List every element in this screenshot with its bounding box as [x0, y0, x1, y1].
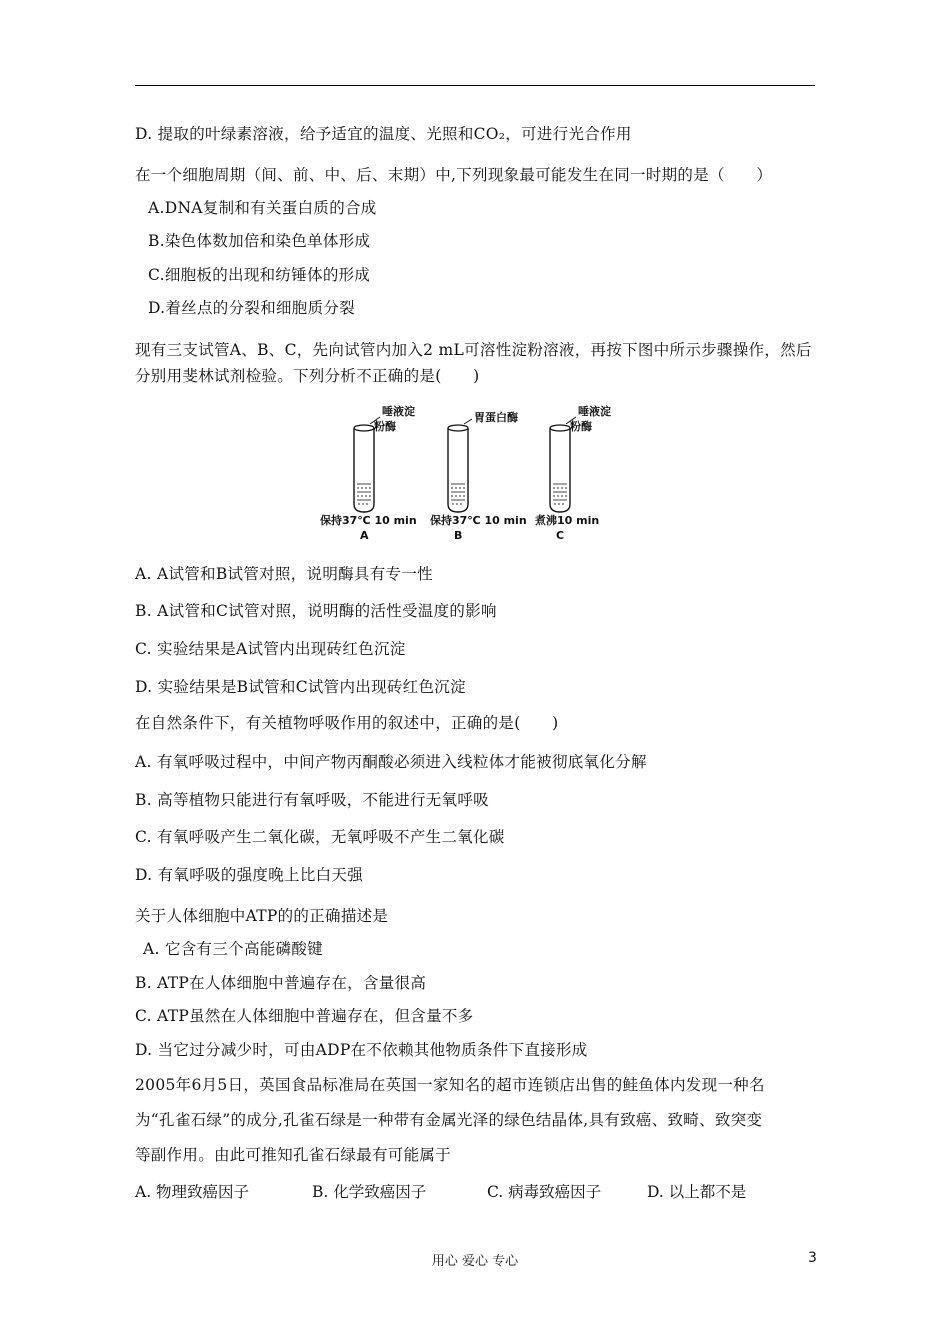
tube-a — [320, 404, 417, 542]
option-d: D. 有氧呼吸的强度晚上比白天强 — [135, 866, 364, 884]
test-tube-figure — [320, 398, 630, 548]
question-atp: 关于人体细胞中ATP的的正确描述是 — [135, 907, 389, 925]
question-test-tubes-line2: 分别用斐林试剂检验。下列分析不正确的是( ) — [135, 367, 480, 385]
question-cell-cycle: 在一个细胞周期（间、前、中、后、末期）中,下列现象最可能发生在同一时期的是（ ） — [135, 166, 773, 184]
option-a: A. 物理致癌因子 — [135, 1183, 250, 1201]
option-a: A.DNA复制和有关蛋白质的合成 — [148, 199, 377, 217]
tube-b-letter: B — [454, 529, 463, 542]
option-c: C. ATP虽然在人体细胞中普遍存在，但含量不多 — [135, 1007, 474, 1025]
option-c: C. 病毒致癌因子 — [487, 1183, 602, 1201]
option-d: D. 当它过分减少时，可由ADP在不依赖其他物质条件下直接形成 — [135, 1041, 588, 1059]
question-test-tubes-line1: 现有三支试管A、B、C，先向试管内加入2 mL可溶性淀粉溶液，再按下图中所示步骤操作，然后 — [135, 341, 812, 359]
tube-b-condition: 保持37℃ 10 min — [430, 514, 527, 527]
tube-a-label-2: 粉酶 — [374, 420, 396, 433]
tube-c-label-2: 粉酶 — [570, 420, 592, 433]
option-d: D. 实验结果是B试管和C试管内出现砖红色沉淀 — [135, 678, 466, 696]
option-c: C. 有氧呼吸产生二氧化碳，无氧呼吸不产生二氧化碳 — [135, 828, 505, 846]
option-b: B. A试管和C试管对照，说明酶的活性受温度的影响 — [135, 602, 497, 620]
question-malachite-line1: 2005年6月5日，英国食品标准局在英国一家知名的超市连锁店出售的鲑鱼体内发现一种名 — [135, 1076, 765, 1094]
tube-c — [535, 404, 611, 542]
tube-a-label-1: 唾液淀 — [382, 405, 415, 418]
option-a: A. 有氧呼吸过程中，中间产物丙酮酸必须进入线粒体才能被彻底氧化分解 — [135, 753, 647, 771]
option-b: B.染色体数加倍和染色单体形成 — [148, 232, 371, 250]
header-rule — [135, 85, 815, 86]
option-d: D. 以上都不是 — [647, 1183, 747, 1201]
option-b: B. ATP在人体细胞中普遍存在，含量很高 — [135, 974, 427, 992]
option-b: B. 化学致癌因子 — [312, 1183, 427, 1201]
tube-c-letter: C — [556, 529, 565, 542]
question-respiration: 在自然条件下，有关植物呼吸作用的叙述中，正确的是( ) — [135, 714, 559, 732]
page-number: 3 — [808, 1250, 817, 1266]
tube-c-condition: 煮沸10 min — [535, 514, 600, 527]
tube-b — [430, 410, 527, 542]
option-c: C. 实验结果是A试管内出现砖红色沉淀 — [135, 640, 406, 658]
option-a: A. 它含有三个高能磷酸键 — [143, 940, 323, 958]
option-b: B. 高等植物只能进行有氧呼吸，不能进行无氧呼吸 — [135, 791, 489, 809]
tube-a-letter: A — [360, 529, 369, 542]
option-d: D.着丝点的分裂和细胞质分裂 — [148, 299, 356, 317]
tube-a-condition: 保持37℃ 10 min — [320, 514, 417, 527]
tube-b-label: 胃蛋白酶 — [474, 411, 518, 424]
option-c: C.细胞板的出现和纺锤体的形成 — [148, 266, 371, 284]
question-malachite-line2: 为“孔雀石绿”的成分,孔雀石绿是一种带有金属光泽的绿色结晶体,具有致癌、致畸、致突变 — [135, 1111, 763, 1129]
question-malachite-line3: 等副作用。由此可推知孔雀石绿最有可能属于 — [135, 1146, 452, 1164]
option-a: A. A试管和B试管对照，说明酶具有专一性 — [135, 565, 433, 583]
tube-c-label-1: 唾液淀 — [578, 405, 611, 418]
footer-text: 用心 爱心 专心 — [431, 1254, 519, 1269]
q-prev-option-d: D. 提取的叶绿素溶液，给予适宜的温度、光照和CO₂，可进行光合作用 — [135, 125, 632, 143]
